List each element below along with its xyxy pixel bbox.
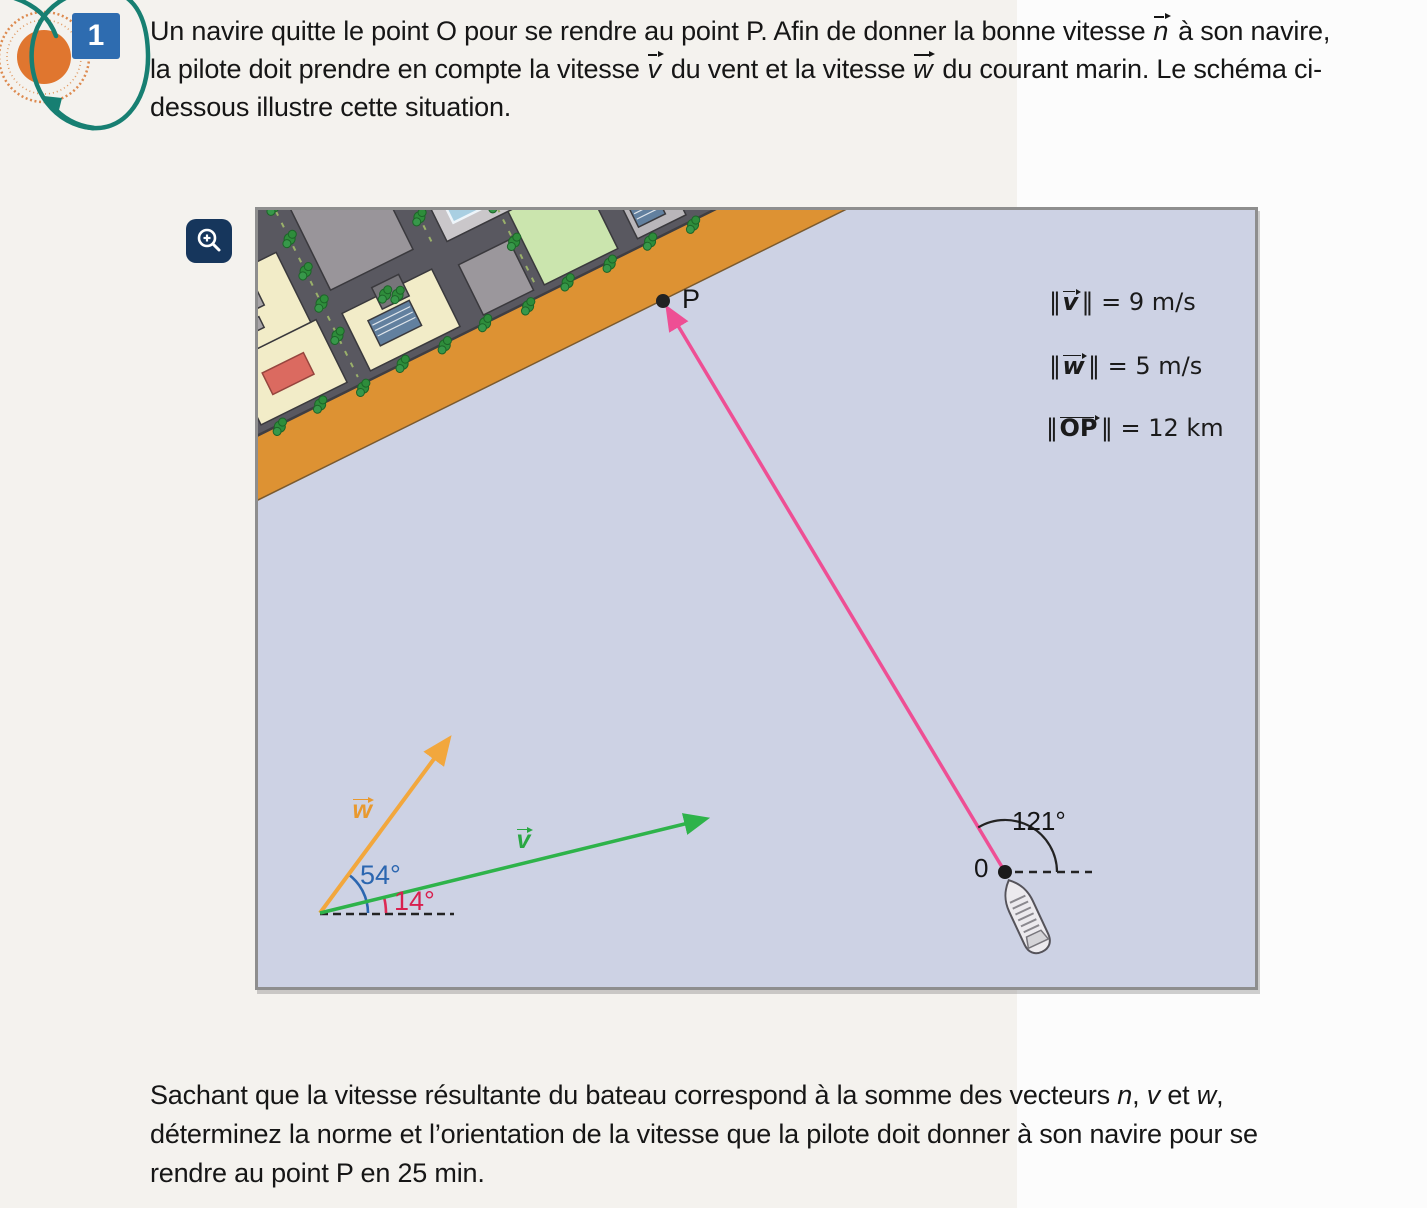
point-o-label: 0 (974, 853, 989, 883)
zoom-diagram-button[interactable] (186, 219, 232, 263)
exercise-number-badge: 1 (72, 13, 120, 59)
problem-intro-text: Un navire quitte le point O pour se rendre au point P. Afin de donner la bonne vitesse n à son navire, la pilote doit prendre en compte la vitesse v du vent et la vitesse w du courant marin. Le schéma ci-dessous illustre cette situation. (150, 12, 1345, 126)
v-vector-label: v (516, 826, 533, 855)
situation-diagram (255, 207, 1258, 990)
w-vector-label: w (352, 796, 374, 825)
point-o-dot (998, 865, 1012, 879)
angle-121-label: 121° (1012, 806, 1066, 836)
w-magnitude: ‖w ‖ = 5 m/s (1049, 352, 1203, 380)
op-magnitude: ‖OP ‖ = 12 km (1046, 414, 1224, 442)
magnifier-plus-icon (194, 226, 224, 256)
diagram-scene (258, 210, 1255, 987)
point-p-dot (656, 294, 670, 308)
angle-14-label: 14° (394, 886, 435, 916)
v-magnitude: ‖v ‖ = 9 m/s (1049, 288, 1196, 316)
point-p-label: P (682, 284, 701, 314)
angle-54-label: 54° (360, 860, 401, 890)
problem-question-text: Sachant que la vitesse résultante du bateau correspond à la somme des vecteurs n, v et w, déterminez la norme et l’orientation de la vitesse que la pilote doit donner à son navire pour se rendre au point P en 25 min. (150, 1080, 1258, 1188)
